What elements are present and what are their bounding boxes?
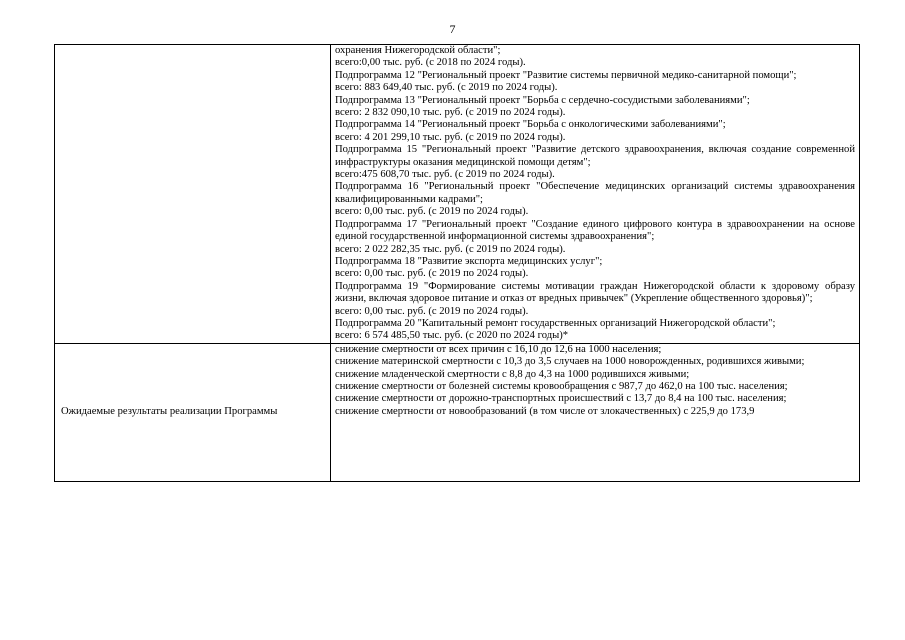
funding-line: Подпрограмма 15 "Региональный проект "Развитие детского здравоохранения, включая создание современной инфраструктуры оказания медицинской помощи детям"; — [335, 144, 855, 168]
funding-row-content — [331, 45, 860, 344]
result-line: снижение материнской смертности с 10,3 до 3,5 случаев на 1000 новорожденных, родившихся живыми; — [335, 356, 805, 368]
result-line: снижение младенческой смертности с 8,8 до 4,3 на 1000 родившихся живыми; — [335, 368, 690, 380]
funding-line: Подпрограмма 13 "Региональный проект "Борьба с сердечно-сосудистыми заболеваниями"; — [335, 94, 750, 106]
funding-row-label — [55, 45, 331, 344]
results-row — [55, 343, 860, 481]
funding-line: Подпрограмма 12 "Региональный проект "Развитие системы первичной медико-санитарной помощи"; — [335, 69, 797, 81]
funding-line: всего: 6 574 485,50 тыс. руб. (с 2020 по 2024 годы)* — [335, 330, 569, 342]
result-line: снижение смертности от болезней системы кровообращения с 987,7 до 462,0 на 100 тыс. населения; — [335, 380, 788, 392]
funding-line: Подпрограмма 14 "Региональный проект "Борьба с онкологическими заболеваниями"; — [335, 119, 726, 131]
funding-line: всего:475 608,70 тыс. руб. (с 2019 по 2024 годы). — [335, 169, 555, 181]
results-list — [335, 344, 855, 481]
funding-line: всего: 2 022 282,35 тыс. руб. (с 2019 по 2024 годы). — [335, 243, 566, 255]
program-passport-table — [54, 44, 860, 482]
funding-line: всего: 0,00 тыс. руб. (с 2019 по 2024 годы). — [335, 206, 529, 218]
funding-line: всего: 0,00 тыс. руб. (с 2019 по 2024 годы). — [335, 268, 529, 280]
funding-line: Подпрограмма 16 "Региональный проект "Обеспечение медицинских организаций системы здравоохранения квалифицированными кадрами"; — [335, 181, 855, 205]
results-row-label: Ожидаемые результаты реализации Программы — [55, 343, 331, 481]
funding-row — [55, 45, 860, 344]
funding-line: Подпрограмма 18 "Развитие экспорта медицинских услуг"; — [335, 255, 603, 267]
funding-line: всего: 0,00 тыс. руб. (с 2019 по 2024 годы). — [335, 305, 529, 317]
result-line: снижение смертности от дорожно-транспортных происшествий с 13,7 до 8,4 на 100 тыс. населения; — [335, 393, 787, 405]
funding-line: Подпрограмма 19 "Формирование системы мотивации граждан Нижегородской области к здоровому образу жизни, включая здоровое питание и отказ от вредных привычек" (Укрепление общественного здоровья)"; — [335, 280, 855, 305]
funding-line: всего:0,00 тыс. руб. (с 2018 по 2024 годы). — [335, 57, 526, 69]
funding-line: всего: 883 649,40 тыс. руб. (с 2019 по 2024 годы). — [335, 82, 558, 94]
results-row-content — [331, 343, 860, 481]
page-number: 7 — [449, 22, 456, 36]
funding-line: охранения Нижегородской области"; — [335, 45, 501, 56]
result-line: снижение смертности от всех причин с 16,10 до 12,6 на 1000 населения; — [335, 343, 662, 355]
funding-line: всего: 2 832 090,10 тыс. руб. (с 2019 по 2024 годы). — [335, 107, 566, 119]
funding-line: Подпрограмма 20 "Капитальный ремонт государственных организаций Нижегородской области"; — [335, 317, 776, 329]
funding-line: всего: 4 201 299,10 тыс. руб. (с 2019 по 2024 годы). — [335, 131, 566, 143]
result-line: снижение смертности от новообразований (в том числе от злокачественных) с 225,9 до 173,9 — [335, 405, 755, 417]
funding-line: Подпрограмма 17 "Региональный проект "Создание единого цифрового контура в здравоохранении на основе единой государственной информационной системы здравоохранения"; — [335, 218, 855, 243]
